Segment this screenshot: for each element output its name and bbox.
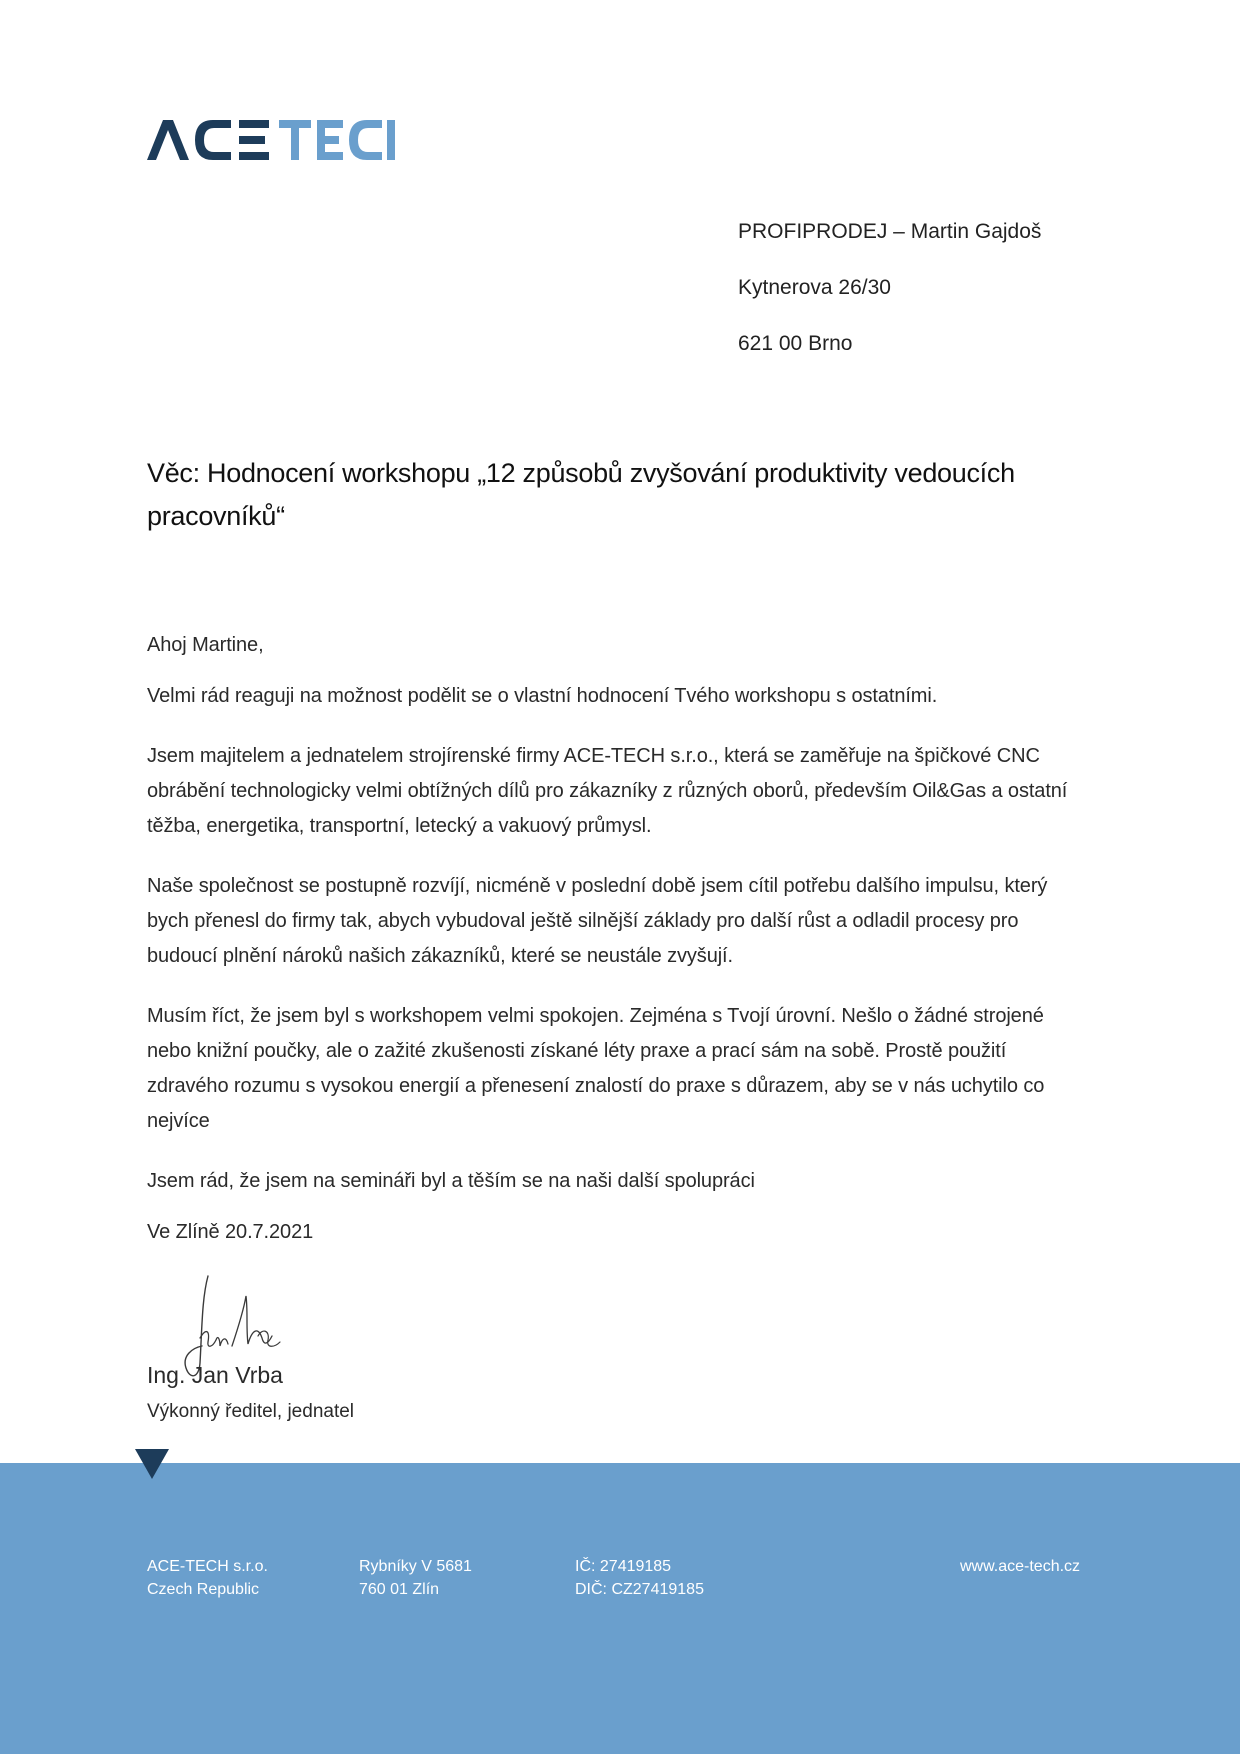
recipient-street: Kytnerova 26/30 <box>738 276 891 299</box>
footer-ic: IČ: 27419185 <box>575 1558 672 1575</box>
footer-ids <box>575 1555 704 1601</box>
place-date: Ve Zlíně 20.7.2021 <box>147 1221 314 1243</box>
footer-city: 760 01 Zlín <box>359 1581 440 1598</box>
triangle-marker-icon <box>135 1449 169 1479</box>
footer-company <box>147 1555 268 1601</box>
greeting: Ahoj Martine, <box>147 634 264 656</box>
recipient-city: 621 00 Brno <box>738 332 853 355</box>
footer-address <box>359 1555 472 1601</box>
ace-tech-logo <box>147 118 397 162</box>
recipient-name: PROFIPRODEJ – Martin Gajdoš <box>738 220 1042 243</box>
footer-website <box>960 1555 1080 1578</box>
paragraph-2: Jsem majitelem a jednatelem strojírenské firmy ACE-TECH s.r.o., která se zaměřuje na špičkové CNC obrábění technologicky velmi obtížných dílů pro zákazníky z různých oborů, především Oil&Gas a ostatní těžba, energetika, transportní, letecký a vakuový průmysl. <box>147 745 1068 837</box>
paragraph-4: Musím říct, že jsem byl s workshopem velmi spokojen. Zejména s Tvojí úrovní. Nešlo o žádné strojené nebo knižní poučky, ale o zažité zkušenosti získané léty praxe a prací sám na sobě. Prostě použití zdravého rozumu s vysokou energií a přenesení znalostí do praxe s důrazem, aby se v nás uchytilo co nejvíce <box>147 1005 1045 1132</box>
footer-band <box>0 1463 1240 1754</box>
footer-country: Czech Republic <box>147 1581 260 1598</box>
footer-dic: DIČ: CZ27419185 <box>575 1581 704 1598</box>
paragraph-1: Velmi rád reaguji na možnost podělit se o vlastní hodnocení Tvého workshopu s ostatními. <box>147 685 938 707</box>
footer-web-link[interactable]: www.ace-tech.cz <box>960 1558 1081 1575</box>
paragraph-3: Naše společnost se postupně rozvíjí, nicméně v poslední době jsem cítil potřebu dalšího impulsu, který bych přenesl do firmy tak, abych vybudoval ještě silnější základy pro další růst a odladil procesy pro budoucí plnění nároků našich zákazníků, které se neustále zvyšují. <box>147 875 1048 967</box>
signer-name: Ing. Jan Vrba <box>147 1362 283 1388</box>
paragraph-5: Jsem rád, že jsem na semináři byl a těším se na naši další spolupráci <box>147 1170 755 1192</box>
footer-company-name: ACE-TECH s.r.o. <box>147 1558 268 1575</box>
signer-role: Výkonný ředitel, jednatel <box>147 1401 355 1422</box>
footer-street: Rybníky V 5681 <box>359 1558 472 1575</box>
letter-body <box>147 628 1087 1275</box>
recipient-address <box>738 218 1041 386</box>
letter-subject: Věc: Hodnocení workshopu „12 způsobů zvyšování produktivity vedoucích pracovníků“ <box>147 458 1015 531</box>
